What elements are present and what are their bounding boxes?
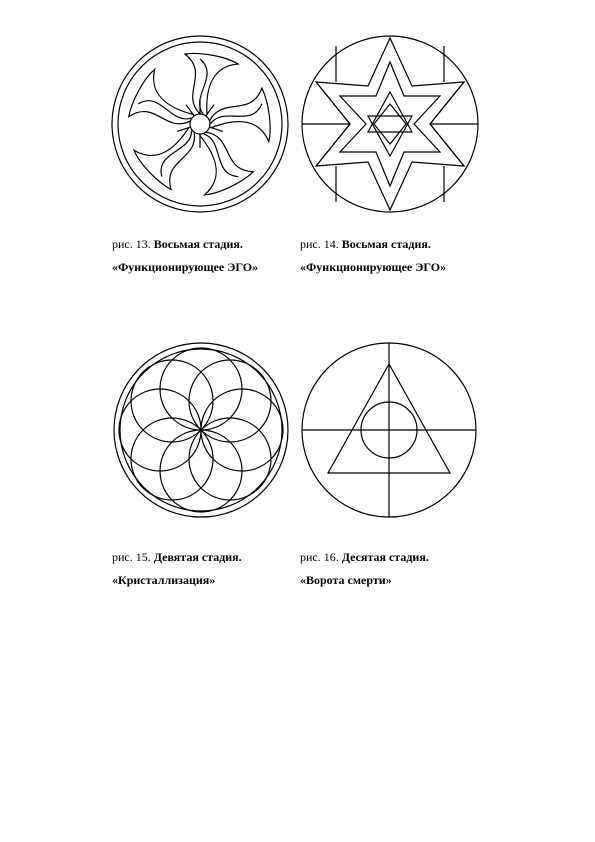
figure-15-caption: [112, 546, 292, 592]
figure-13-subtitle: «Функционирующее ЭГО»: [112, 260, 259, 274]
figure-13-title: Восьмая стадия.: [153, 237, 243, 251]
figure-16-mandala-triangle: [300, 341, 478, 519]
figure-14-number: рис. 14.: [300, 237, 339, 251]
figure-16-title: Десятая стадия.: [341, 550, 429, 564]
figure-13-number: рис. 13.: [112, 237, 151, 251]
figure-15-mandala-flower: [112, 341, 290, 519]
figure-14-caption: [300, 233, 480, 279]
figure-13-mandala-swirl: [110, 34, 290, 214]
figure-15-title: Девятая стадия.: [153, 550, 242, 564]
figure-15-subtitle: «Кристаллизация»: [112, 573, 216, 587]
figure-13-caption: [112, 233, 292, 279]
figure-16-subtitle: «Ворота смерти»: [300, 573, 392, 587]
figure-15-number: рис. 15.: [112, 550, 151, 564]
figure-14-mandala-star: [300, 34, 480, 214]
figure-14-title: Восьмая стадия.: [341, 237, 431, 251]
figure-14-subtitle: «Функционирующее ЭГО»: [300, 260, 447, 274]
figure-16-caption: [300, 546, 480, 592]
figure-16-number: рис. 16.: [300, 550, 339, 564]
